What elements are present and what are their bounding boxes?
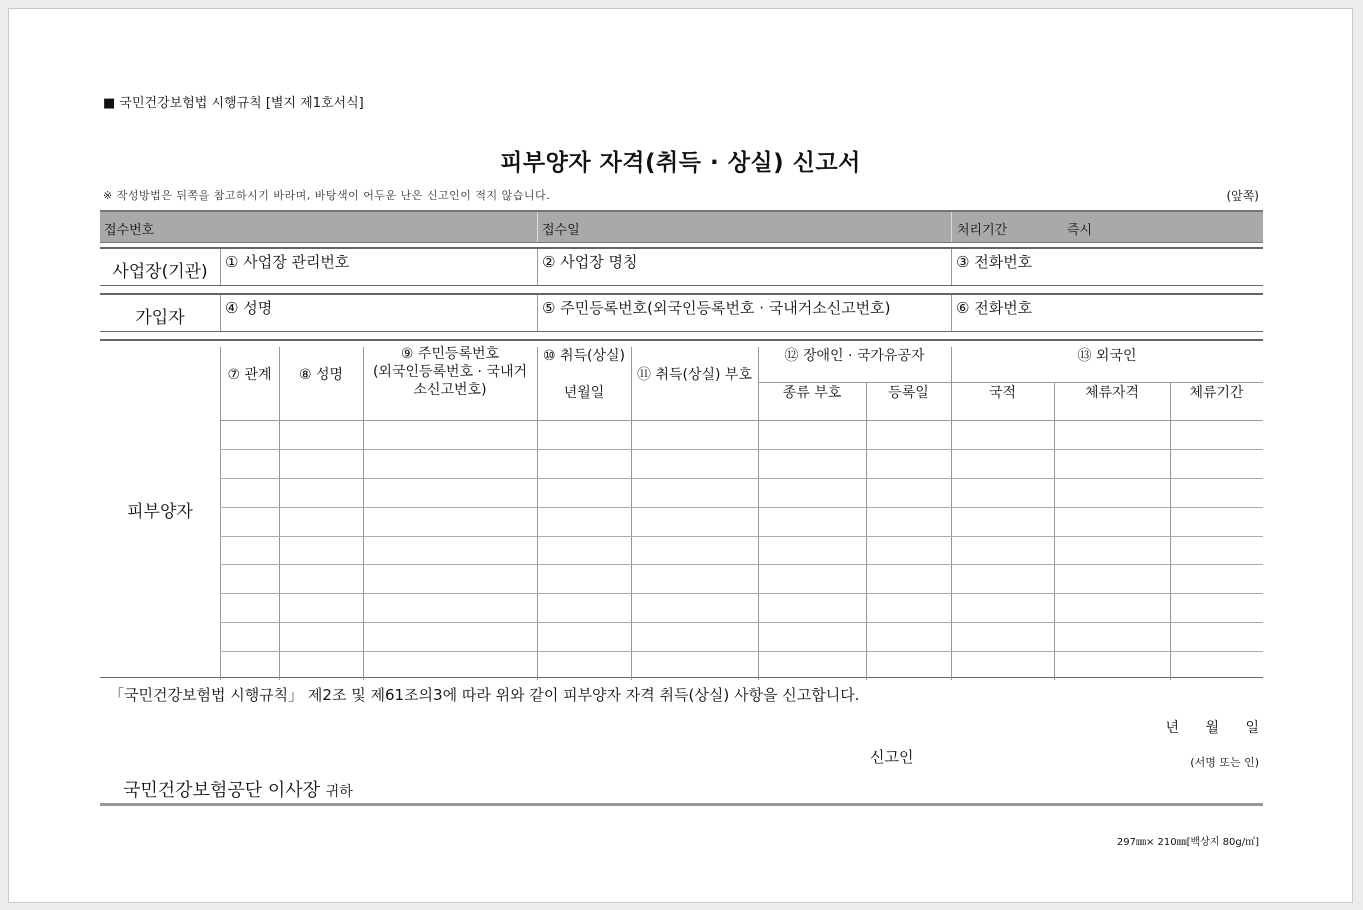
col-type-code: 종류 부호 [782, 385, 842, 401]
col-relation: ⑦ 관계 [227, 367, 272, 383]
workplace-number-field[interactable]: ① 사업장 관리번호 [225, 253, 350, 271]
col-name: ⑧ 성명 [298, 367, 344, 383]
recipient-suffix: 귀하 [325, 784, 353, 800]
col-id-number-line2: (외국인등록번호 · 국내거 [372, 364, 528, 380]
col-nationality: 국적 [988, 385, 1017, 401]
col-acquire-date-sub: 년월일 [563, 385, 605, 401]
bottom-rule [100, 803, 1263, 806]
form-reference: ■ 국민건강보험법 시행규칙 [별지 제1호서식] [103, 96, 364, 111]
col-id-number-line1: ⑨ 주민등록번호 [400, 346, 500, 362]
workplace-label: 사업장(기관) [112, 262, 208, 282]
declaration-text: 「국민건강보험법 시행규칙」 제2조 및 제61조의3에 따라 위와 같이 피부양자 자격 취득(상실) 사항을 신고합니다. [109, 686, 860, 704]
section-rule [100, 331, 1263, 332]
col-id-number-line3: 소신고번호) [413, 382, 487, 398]
receipt-date-label: 접수일 [542, 223, 580, 238]
col-registration-date: 등록일 [888, 385, 929, 401]
subscriber-name-field[interactable]: ④ 성명 [225, 299, 273, 317]
recipient-name: 국민건강보험공단 이사장 [123, 780, 320, 801]
subscriber-id-field[interactable]: ⑤ 주민등록번호(외국인등록번호 · 국내거소신고번호) [542, 299, 891, 317]
col-stay-status: 체류자격 [1084, 385, 1140, 401]
workplace-name-field[interactable]: ② 사업장 명칭 [542, 253, 638, 271]
workplace-phone-field[interactable]: ③ 전화번호 [956, 253, 1033, 271]
section-rule [100, 339, 1263, 341]
subscriber-label: 가입자 [135, 308, 185, 328]
form-title: 피부양자 자격(취득 · 상실) 신고서 [500, 150, 861, 176]
col-stay-period: 체류기간 [1189, 385, 1244, 401]
col-acquire-code: ⑪ 취득(상실) 부호 [637, 367, 752, 383]
dependents-table [220, 347, 1263, 680]
processing-period-value: 즉시 [1067, 223, 1093, 238]
col-acquire-date: ⑩ 취득(상실) [542, 348, 626, 364]
col-disabled-merit: ⑫ 장애인 · 국가유공자 [784, 348, 925, 364]
office-use-bar [100, 210, 1263, 243]
section-rule [100, 285, 1263, 286]
form-page [8, 8, 1353, 903]
receipt-number-label: 접수번호 [104, 223, 155, 238]
dependents-label: 피부양자 [127, 502, 193, 522]
subscriber-phone-field[interactable]: ⑥ 전화번호 [956, 299, 1033, 317]
date-line[interactable]: 년 월 일 [1165, 720, 1259, 736]
reporter-label: 신고인 [870, 748, 914, 766]
processing-period-label: 처리기간 [957, 223, 1008, 238]
signature-field[interactable]: (서명 또는 인) [1190, 756, 1259, 769]
section-rule [100, 247, 1263, 249]
section-rule [100, 293, 1263, 295]
instruction-note: ※ 작성방법은 뒤쪽을 참고하시기 바라며, 바탕색이 어두운 난은 신고인이 적지 않습니다. [103, 189, 551, 202]
col-foreigner: ⑬ 외국인 [1077, 348, 1137, 364]
page-side-label: (앞쪽) [1226, 189, 1259, 203]
paper-spec: 297㎜× 210㎜[백상지 80g/㎡] [1116, 837, 1259, 848]
recipient [123, 776, 353, 802]
